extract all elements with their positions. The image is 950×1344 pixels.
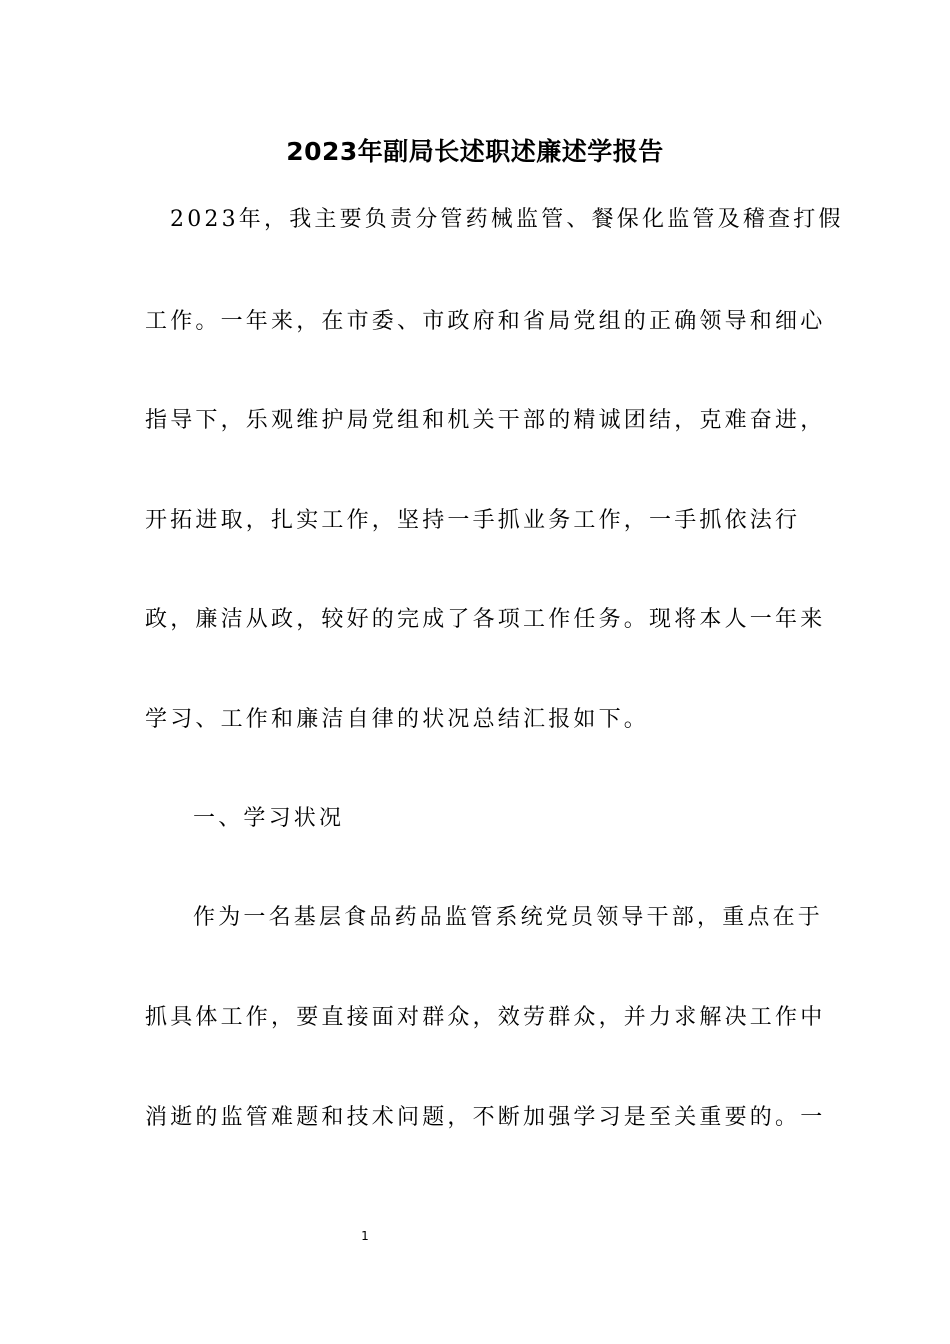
section-heading: 一、学习状况 [193,806,345,831]
paragraph-line: 消逝的监管难题和技术问题，不断加强学习是至关重要的。一 [145,1105,826,1130]
paragraph-line: 政，廉洁从政，较好的完成了各项工作任务。现将本人一年来 [145,607,826,632]
paragraph-line: 作为一名基层食品药品监管系统党员领导干部，重点在于 [193,905,824,930]
paragraph-line: 开拓进取，扎实工作，坚持一手抓业务工作，一手抓依法行 [145,508,801,533]
paragraph-line: 指导下，乐观维护局党组和机关干部的精诚团结，克难奋进， [145,408,826,433]
paragraph-line: 工作。一年来，在市委、市政府和省局党组的正确领导和细心 [145,309,826,334]
paragraph-line: 2023年，我主要负责分管药械监管、餐保化监管及稽查打假 [170,207,844,232]
paragraph-line: 抓具体工作，要直接面对群众，效劳群众，并力求解决工作中 [145,1005,826,1030]
document-title: 2023年副局长述职述廉述学报告 [286,137,664,166]
paragraph-line: 学习、工作和廉洁自律的状况总结汇报如下。 [145,707,650,732]
page-number: 1 [361,1229,369,1243]
